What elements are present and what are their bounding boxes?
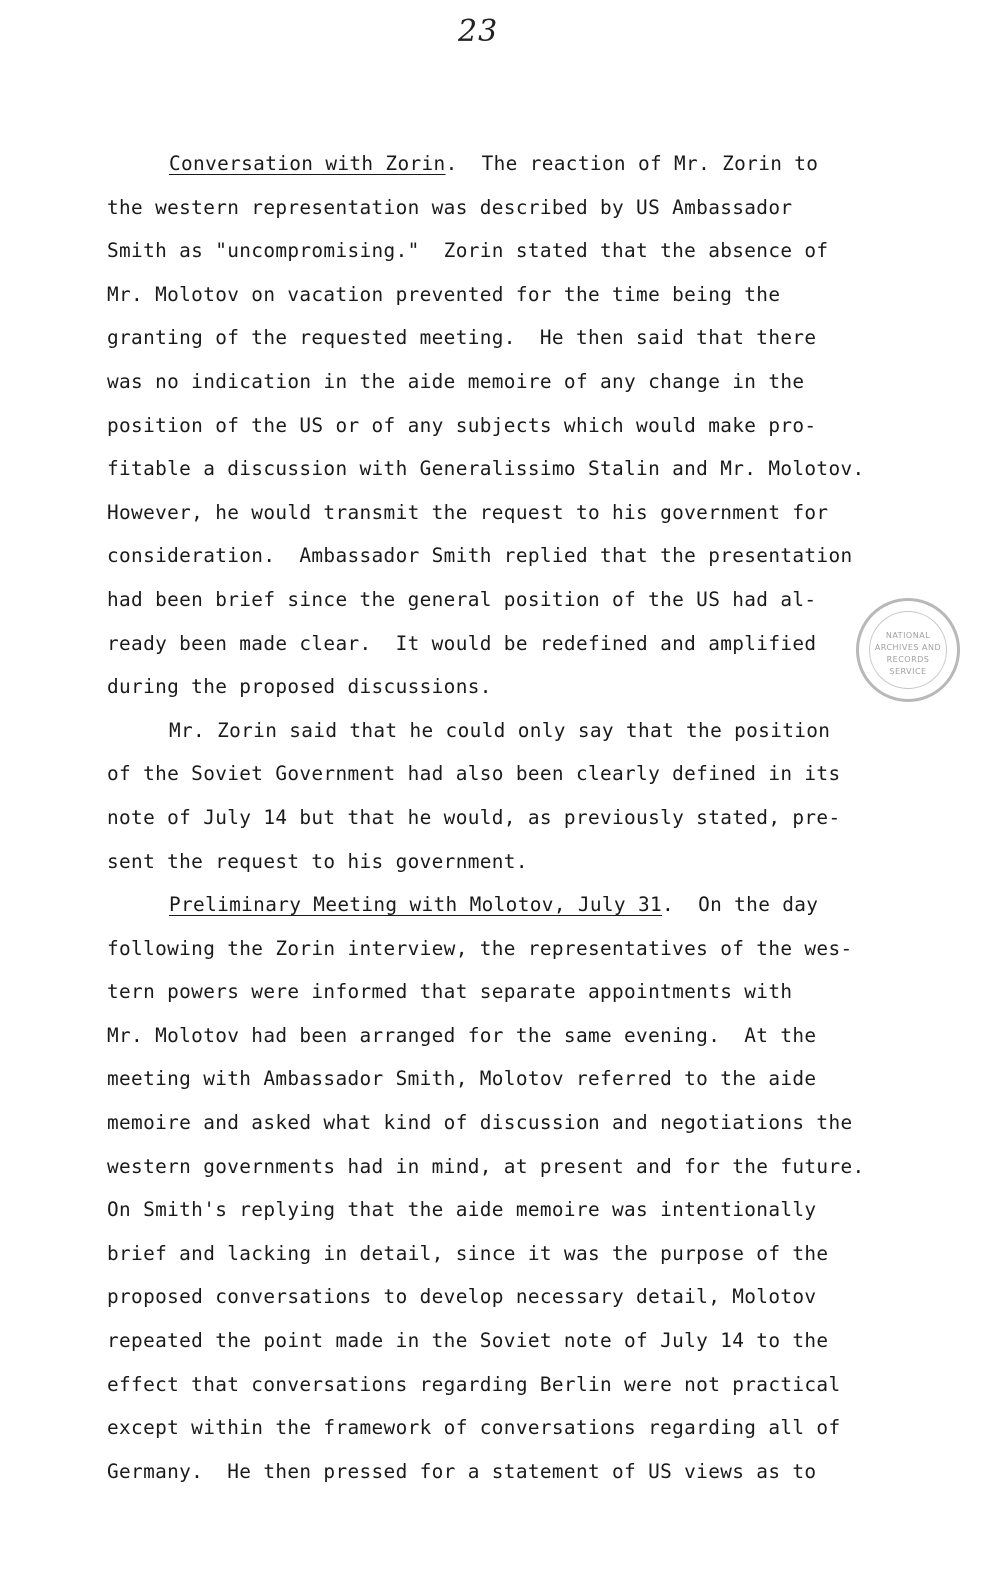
section-heading-line [107,883,907,927]
section-heading: Conversation with Zorin [169,152,446,175]
text-line [107,273,907,317]
text-line [107,1406,907,1450]
text-line [107,622,907,666]
line-text: On Smith's replying that the aide memoire was intentionally [107,1198,817,1222]
text-line [107,796,907,840]
text-line [107,1057,907,1101]
line-text: consideration. Ambassador Smith replied that the presentation [107,544,853,568]
text-line [107,1232,907,1276]
text-line [107,1450,907,1494]
text-line [107,1014,907,1058]
section-heading-line [107,142,907,186]
text-line [107,1363,907,1407]
text-line [107,360,907,404]
line-text: Mr. Molotov on vacation prevented for the time being the [107,282,781,306]
text-line [107,1101,907,1145]
section-heading: Preliminary Meeting with Molotov, July 31 [169,893,662,917]
line-text: had been brief since the general position of the US had al- [107,587,817,611]
line-text: fitable a discussion with Generalissimo Stalin and Mr. Molotov. [107,457,865,481]
text-line [107,447,907,491]
stamp-line: RECORDS [886,655,930,664]
line-text: Germany. He then pressed for a statement of US views as to [107,1459,817,1483]
text-line [107,1319,907,1363]
text-line [107,752,907,796]
page-number: 23 [458,14,499,49]
text-line [107,840,907,884]
line-text: Mr. Zorin said that he could only say that the position [169,718,831,742]
line-text: the western representation was described by US Ambassador [107,195,793,219]
text-line [107,229,907,273]
text-line [107,404,907,448]
line-text: proposed conversations to develop necessary detail, Molotov [107,1285,817,1309]
line-text: except within the framework of conversations regarding all of [107,1416,841,1440]
text-line [107,1188,907,1232]
text-line [107,578,907,622]
text-line [107,1145,907,1189]
line-text: effect that conversations regarding Berlin were not practical [107,1372,841,1396]
line-text: was no indication in the aide memoire of any change in the [107,369,805,393]
line-text: during the proposed discussions. [107,675,492,699]
text-line [107,186,907,230]
line-text: western governments had in mind, at present and for the future. [107,1154,865,1178]
text-line [107,1275,907,1319]
line-text: note of July 14 but that he would, as previously stated, pre- [107,805,841,829]
line-text: sent the request to his government. [107,849,528,873]
line-text: position of the US or of any subjects which would make pro- [107,413,817,437]
text-line [107,970,907,1014]
line-text: tern powers were informed that separate appointments with [107,980,793,1004]
text-line [107,665,907,709]
text-line [107,534,907,578]
text-line [107,491,907,535]
line-text: . On the day [662,893,819,917]
line-text: However, he would transmit the request to his government for [107,500,829,524]
stamp-line: NATIONAL [885,631,931,640]
line-text: ready been made clear. It would be redefined and amplified [107,631,817,655]
line-text: of the Soviet Government had also been clearly defined in its [107,762,841,786]
stamp-line: SERVICE [889,667,927,676]
text-line [107,709,907,753]
document-body [107,142,907,1493]
line-text: memoire and asked what kind of discussion and negotiations the [107,1111,853,1135]
line-text: granting of the requested meeting. He then said that there [107,326,817,350]
line-text: following the Zorin interview, the representatives of the wes- [107,936,853,960]
line-text: Mr. Molotov had been arranged for the same evening. At the [107,1023,817,1047]
text-line [107,927,907,971]
stamp-line: ARCHIVES AND [874,643,942,652]
line-text: repeated the point made in the Soviet note of July 14 to the [107,1329,829,1353]
line-text: meeting with Ambassador Smith, Molotov referred to the aide [107,1067,817,1091]
line-text: brief and lacking in detail, since it was the purpose of the [107,1241,829,1265]
line-text: Smith as "uncompromising." Zorin stated that the absence of [107,239,829,263]
text-line [107,316,907,360]
line-text: . The reaction of Mr. Zorin to [445,152,819,175]
